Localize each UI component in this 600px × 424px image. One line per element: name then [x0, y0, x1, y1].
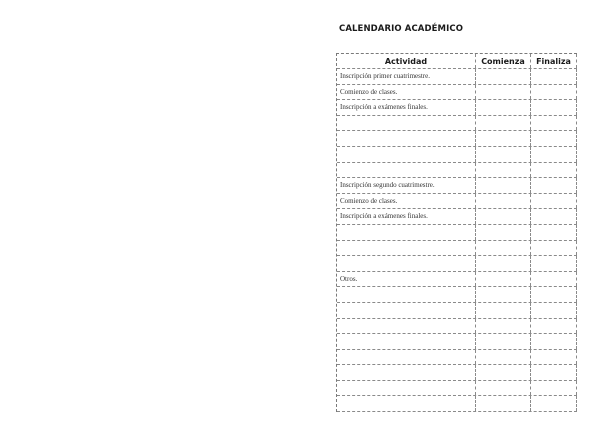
end-date-cell: [531, 287, 577, 302]
table-row: [337, 85, 577, 101]
end-date-cell: [531, 396, 577, 411]
end-date-cell: [531, 350, 577, 365]
table-row: [337, 178, 577, 194]
activity-cell: [337, 303, 476, 318]
header-finaliza: Finaliza: [531, 54, 577, 68]
table-row: [337, 116, 577, 132]
table-row: [337, 194, 577, 210]
table-row: [337, 396, 577, 412]
table-row: [337, 287, 577, 303]
end-date-cell: [531, 365, 577, 380]
activity-cell: Inscripción primer cuatrimestre.: [337, 69, 476, 84]
activity-cell: [337, 225, 476, 240]
end-date-cell: [531, 303, 577, 318]
activity-cell: Inscripción a exámenes finales.: [337, 209, 476, 224]
start-date-cell: [476, 131, 531, 146]
start-date-cell: [476, 365, 531, 380]
table-row: [337, 131, 577, 147]
activity-cell: [337, 365, 476, 380]
end-date-cell: [531, 319, 577, 334]
table-row: [337, 365, 577, 381]
start-date-cell: [476, 350, 531, 365]
start-date-cell: [476, 272, 531, 287]
table-row: [337, 69, 577, 85]
end-date-cell: [531, 272, 577, 287]
table-row: [337, 303, 577, 319]
end-date-cell: [531, 334, 577, 349]
table-row: [337, 334, 577, 350]
start-date-cell: [476, 287, 531, 302]
activity-cell: [337, 381, 476, 396]
activity-cell: Inscripción a exámenes finales.: [337, 100, 476, 115]
table-row: [337, 147, 577, 163]
end-date-cell: [531, 241, 577, 256]
start-date-cell: [476, 303, 531, 318]
header-actividad: Actividad: [337, 54, 476, 68]
end-date-cell: [531, 131, 577, 146]
end-date-cell: [531, 100, 577, 115]
planner-page: [336, 0, 576, 424]
start-date-cell: [476, 69, 531, 84]
table-row: [337, 209, 577, 225]
activity-cell: [337, 163, 476, 178]
end-date-cell: [531, 209, 577, 224]
end-date-cell: [531, 116, 577, 131]
activity-cell: [337, 334, 476, 349]
end-date-cell: [531, 194, 577, 209]
start-date-cell: [476, 256, 531, 271]
start-date-cell: [476, 225, 531, 240]
table-row: [337, 319, 577, 335]
start-date-cell: [476, 334, 531, 349]
table-row: [337, 225, 577, 241]
end-date-cell: [531, 225, 577, 240]
table-row: [337, 100, 577, 116]
end-date-cell: [531, 381, 577, 396]
page-title: CALENDARIO ACADÉMICO: [339, 24, 464, 34]
end-date-cell: [531, 256, 577, 271]
activity-cell: Comienzo de clases.: [337, 194, 476, 209]
table-row: [337, 272, 577, 288]
activity-cell: [337, 116, 476, 131]
start-date-cell: [476, 116, 531, 131]
activity-cell: [337, 131, 476, 146]
end-date-cell: [531, 69, 577, 84]
activity-cell: [337, 147, 476, 162]
activity-cell: [337, 350, 476, 365]
activity-cell: Otros.: [337, 272, 476, 287]
table-body: [337, 69, 577, 412]
start-date-cell: [476, 178, 531, 193]
table-row: [337, 381, 577, 397]
table-header-row: [337, 54, 577, 69]
start-date-cell: [476, 194, 531, 209]
academic-calendar-table: [336, 53, 577, 412]
table-row: [337, 256, 577, 272]
start-date-cell: [476, 147, 531, 162]
start-date-cell: [476, 241, 531, 256]
activity-cell: [337, 319, 476, 334]
activity-cell: Inscripción segundo cuatrimestre.: [337, 178, 476, 193]
table-row: [337, 350, 577, 366]
start-date-cell: [476, 100, 531, 115]
table-row: [337, 163, 577, 179]
activity-cell: Comienzo de clases.: [337, 85, 476, 100]
table-row: [337, 241, 577, 257]
start-date-cell: [476, 209, 531, 224]
activity-cell: [337, 287, 476, 302]
start-date-cell: [476, 163, 531, 178]
activity-cell: [337, 241, 476, 256]
end-date-cell: [531, 163, 577, 178]
start-date-cell: [476, 319, 531, 334]
activity-cell: [337, 256, 476, 271]
end-date-cell: [531, 85, 577, 100]
start-date-cell: [476, 381, 531, 396]
header-comienza: Comienza: [476, 54, 531, 68]
start-date-cell: [476, 396, 531, 411]
end-date-cell: [531, 178, 577, 193]
end-date-cell: [531, 147, 577, 162]
start-date-cell: [476, 85, 531, 100]
activity-cell: [337, 396, 476, 411]
